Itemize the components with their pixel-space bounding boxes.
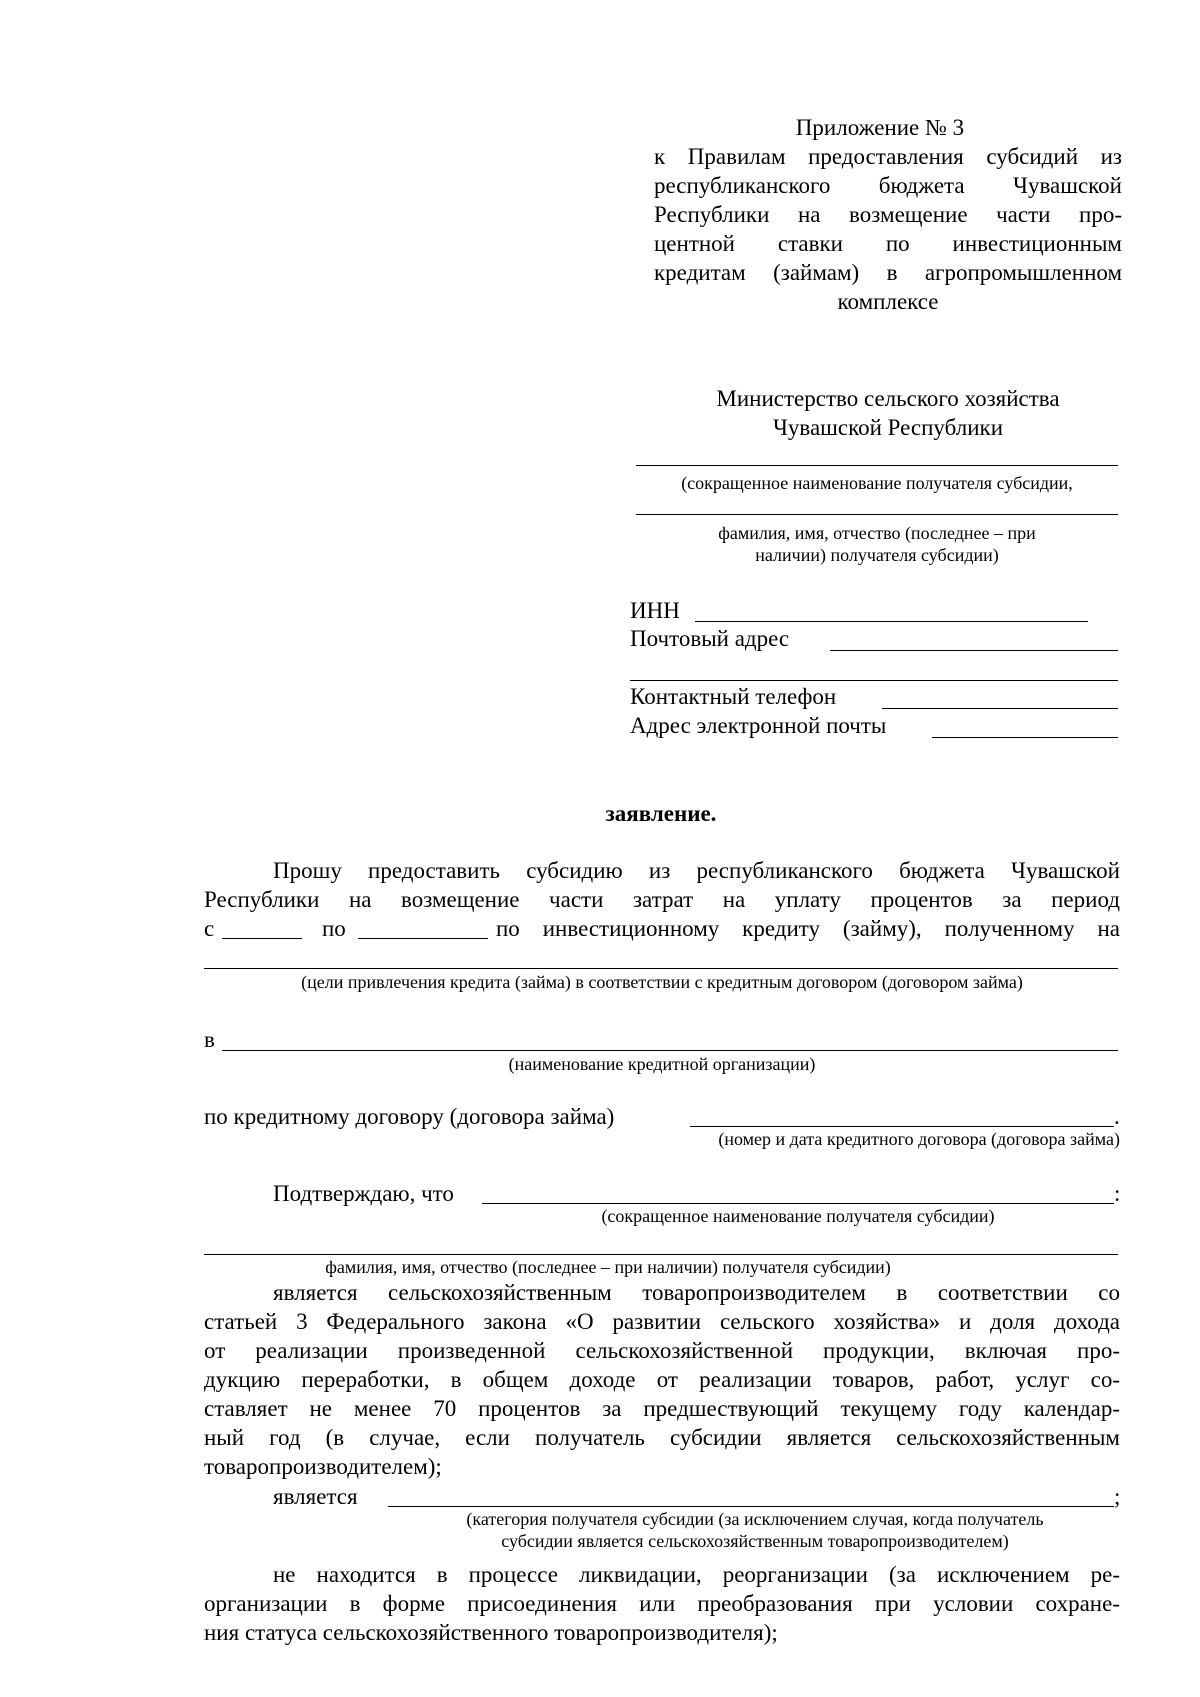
paragraph-line: от реализации произведенной сельскохозяйственной продукции, включая про- — [204, 1338, 1120, 1363]
short-name-field[interactable] — [636, 465, 1118, 466]
bank-field[interactable] — [222, 1050, 1118, 1051]
hint-category-line: (категория получателя субсидии (за исключением случая, когда получатель — [466, 1509, 1044, 1529]
period-from-field[interactable] — [222, 938, 302, 939]
addressee-line: Чувашской Республики — [772, 415, 1004, 440]
addressee — [654, 384, 1122, 442]
request-tail: по инвестиционному кредиту (займу), полученному на — [496, 916, 1120, 941]
hint-fio — [630, 522, 1124, 566]
appendix-text — [654, 142, 1122, 316]
appendix-line: центной ставки по инвестиционным — [654, 231, 1122, 256]
phone-field[interactable] — [882, 708, 1118, 709]
appendix-line-last: комплексе — [837, 289, 939, 314]
bank-in-label: в — [204, 1027, 215, 1052]
hint-fio-line: фамилия, имя, отчество (последнее – при — [718, 523, 1036, 543]
contract-end: . — [1114, 1104, 1120, 1129]
document-title: заявление. — [605, 801, 717, 826]
inn-field[interactable] — [695, 621, 1088, 622]
confirm-fio-field[interactable] — [204, 1254, 1118, 1255]
period-to-field[interactable] — [358, 938, 488, 939]
paragraph-line-last: ния статуса сельскохозяйственного товаропроизводителя); — [204, 1620, 778, 1645]
paragraph-line: дукцию переработки, в общем доходе от реализации товаров, работ, услуг со- — [204, 1367, 1120, 1392]
fio-field[interactable] — [636, 514, 1118, 515]
paragraph-line: ный год (в случае, если получатель субсидии является сельскохозяйственным — [204, 1425, 1120, 1450]
confirm-paragraph-1 — [204, 1278, 1120, 1481]
hint-category — [388, 1508, 1122, 1552]
category-field[interactable] — [388, 1506, 1114, 1507]
appendix-title: Приложение № 3 — [795, 115, 965, 140]
email-field[interactable] — [932, 737, 1118, 738]
inn-label: ИНН — [630, 598, 680, 623]
email-label: Адрес электронной почты — [630, 713, 887, 738]
hint-short-name: (сокращенное наименование получателя субсидии, — [681, 473, 1073, 493]
contract-label: по кредитному договору (договора займа) — [204, 1104, 615, 1129]
hint-fio-line: наличии) получателя субсидии) — [755, 545, 999, 565]
hint-bank: (наименование кредитной организации) — [508, 1054, 816, 1074]
hint-purpose: (цели привлечения кредита (займа) в соответствии с кредитным договором (договором займа) — [301, 972, 1023, 992]
paragraph-line: статьей 3 Федерального закона «О развитии сельского хозяйства» и доля дохода — [204, 1309, 1120, 1334]
category-semicolon: ; — [1114, 1484, 1121, 1509]
confirm-label: Подтверждаю, что — [273, 1181, 454, 1206]
paragraph-line: ставляет не менее 70 процентов за предшествующий текущему году календар- — [204, 1396, 1120, 1421]
hint-confirm-fio: фамилия, имя, отчество (последнее – при наличии) получателя субсидии) — [325, 1257, 891, 1277]
postal-label: Почтовый адрес — [630, 626, 790, 651]
postal-field-2[interactable] — [630, 680, 1118, 681]
purpose-field[interactable] — [204, 968, 1118, 969]
period-from-label: с — [204, 916, 215, 941]
request-line: Прошу предоставить субсидию из республиканского бюджета Чувашской — [273, 858, 1120, 883]
hint-confirm-short: (сокращенное наименование получателя субсидии) — [601, 1206, 995, 1226]
appendix-line: кредитам (займам) в агропромышленном — [654, 260, 1122, 285]
confirm-paragraph-2 — [204, 1560, 1120, 1647]
is-label: является — [273, 1484, 358, 1509]
request-line: Республики на возмещение части затрат на уплату процентов за период — [204, 887, 1120, 912]
appendix-line: республиканского бюджета Чувашской — [654, 173, 1122, 198]
postal-field[interactable] — [830, 650, 1118, 651]
period-to-label: по — [322, 916, 346, 941]
confirm-colon: : — [1114, 1181, 1121, 1206]
hint-category-line: субсидии является сельскохозяйственным товаропроизводителем) — [501, 1531, 1009, 1551]
addressee-line: Министерство сельского хозяйства — [716, 386, 1060, 411]
paragraph-line: является сельскохозяйственным товаропроизводителем в соответствии со — [273, 1280, 1120, 1305]
paragraph-line: не находится в процессе ликвидации, реорганизации (за исключением ре- — [273, 1562, 1120, 1587]
contract-field[interactable] — [690, 1126, 1114, 1127]
paragraph-line: организации в форме присоединения или преобразования при условии сохране- — [204, 1591, 1120, 1616]
appendix-line: к Правилам предоставления субсидий из — [654, 144, 1122, 169]
appendix-line: Республики на возмещение части про- — [654, 202, 1122, 227]
confirm-name-field[interactable] — [482, 1203, 1114, 1204]
hint-contract: (номер и дата кредитного договора (договора займа) — [718, 1129, 1120, 1149]
paragraph-line-last: товаропроизводителем); — [204, 1454, 442, 1479]
phone-label: Контактный телефон — [630, 684, 837, 709]
